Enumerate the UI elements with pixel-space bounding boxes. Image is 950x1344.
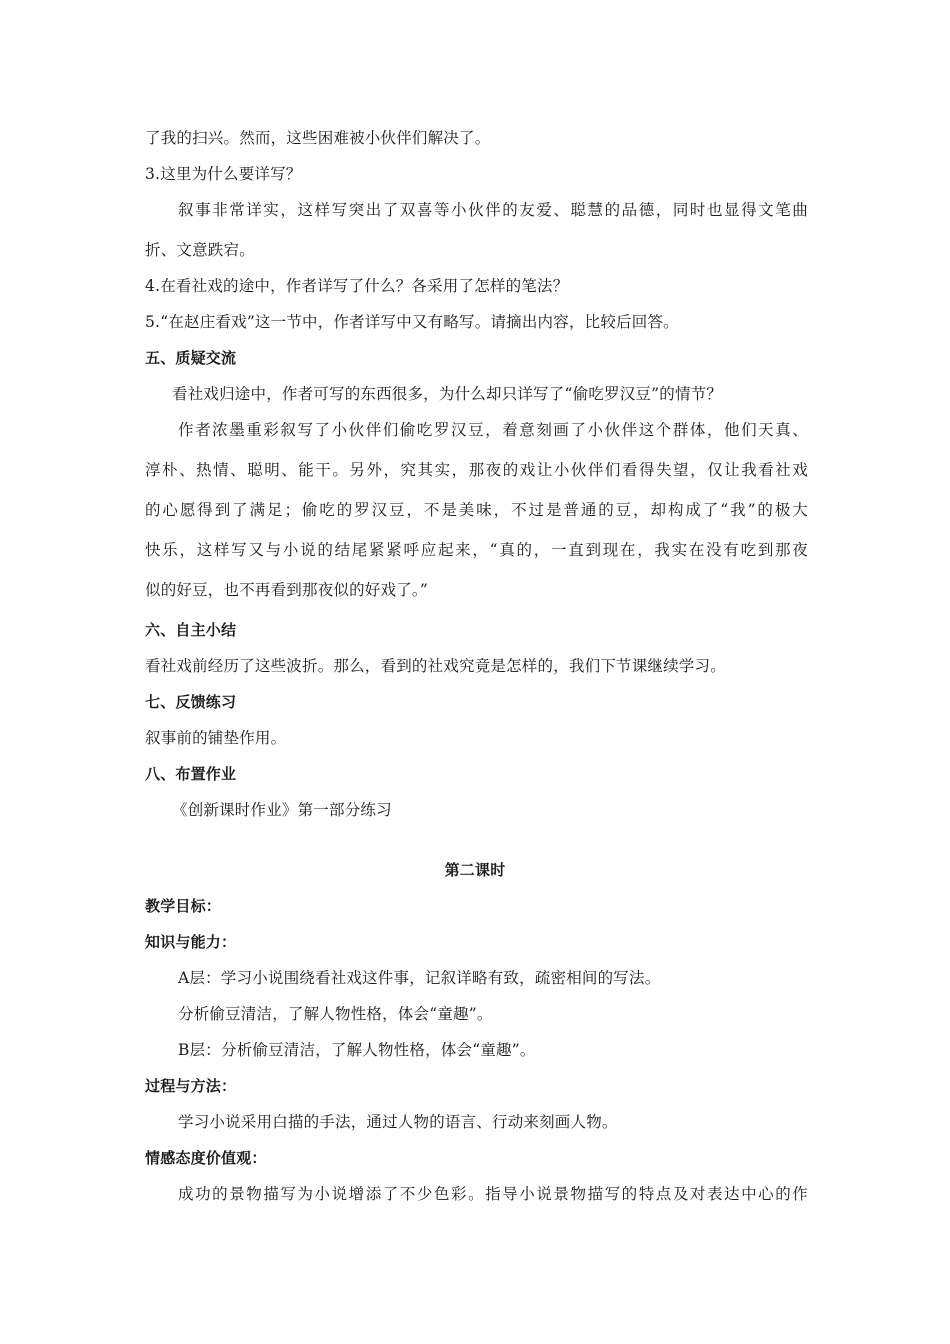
subheading: 教学目标：: [145, 897, 222, 915]
question-line: 4.在看社戏的途中，作者详写了什么？各采用了怎样的笔法？: [145, 277, 569, 295]
paragraph-line: 似的好豆，也不再看到那夜似的好戏了。”: [145, 581, 428, 599]
subheading: 过程与方法：: [145, 1077, 237, 1095]
subheading: 情感态度价值观：: [145, 1149, 267, 1167]
paragraph-line: 看社戏归途中，作者可写的东西很多，为什么却只详写了“偷吃罗汉豆”的情节？: [172, 385, 723, 403]
question-line: 5.“在赵庄看戏”这一节中，作者详写中又有略写。请摘出内容，比较后回答。: [145, 313, 679, 331]
paragraph-line: 作者浓墨重彩叙写了小伙伴们偷吃罗汉豆，着意刻画了小伙伴这个群体，他们天真、: [178, 421, 808, 439]
objective-line: 分析偷豆清洁，了解人物性格，体会“童趣”。: [178, 1005, 493, 1023]
question-line: 3.这里为什么要详写？: [145, 165, 302, 183]
paragraph-line: 淳朴、热情、聪明、能干。另外，究其实，那夜的戏让小伙伴们看得失望，仅让我看社戏: [145, 461, 808, 479]
paragraph-line: 看社戏前经历了这些波折。那么，看到的社戏究竟是怎样的，我们下节课继续学习。: [145, 657, 726, 675]
lesson-title: 第二课时: [444, 861, 506, 879]
section-heading: 七、反馈练习: [145, 693, 237, 711]
paragraph-line: 叙事非常详实，这样写突出了双喜等小伙伴的友爱、聪慧的品德，同时也显得文笔曲: [178, 201, 808, 219]
paragraph-line: 的心愿得到了满足；偷吃的罗汉豆，不是美味，不过是普通的豆，却构成了“我”的极大: [145, 501, 808, 519]
section-heading: 八、布置作业: [145, 765, 237, 783]
subheading: 知识与能力：: [145, 933, 237, 951]
section-heading: 五、质疑交流: [145, 349, 237, 367]
paragraph-line: 《创新课时作业》第一部分练习: [172, 801, 392, 819]
objective-line: A层：学习小说围绕看社戏这件事，记叙详略有致，疏密相间的写法。: [178, 969, 661, 987]
paragraph-line: 折、文意跌宕。: [145, 241, 255, 259]
text-line: 了我的扫兴。然而，这些困难被小伙伴们解决了。: [145, 129, 491, 147]
objective-line: 成功的景物描写为小说增添了不少色彩。指导小说景物描写的特点及对表达中心的作: [178, 1185, 808, 1203]
objective-line: B层：分析偷豆清洁，了解人物性格，体会“童趣”。: [178, 1041, 536, 1059]
paragraph-line: 快乐，这样写又与小说的结尾紧紧呼应起来，“真的，一直到现在，我实在没有吃到那夜: [145, 541, 808, 559]
section-heading: 六、自主小结: [145, 621, 237, 639]
paragraph-line: 叙事前的铺垫作用。: [145, 729, 287, 747]
objective-line: 学习小说采用白描的手法，通过人物的语言、行动来刻画人物。: [178, 1113, 618, 1131]
